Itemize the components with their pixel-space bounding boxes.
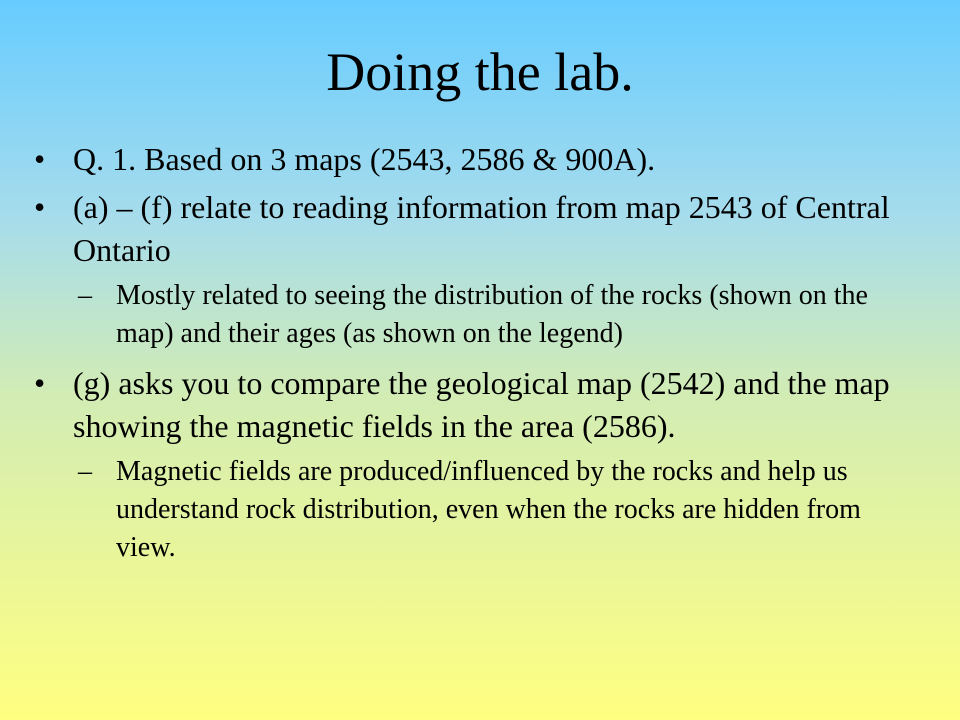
slide-body (0, 138, 960, 576)
bullet-icon: • (34, 141, 46, 177)
bullet-icon: • (34, 365, 46, 401)
bullet-item (0, 186, 960, 272)
bullet-text: Q. 1. Based on 3 maps (2543, 2586 & 900A). (73, 141, 656, 177)
sub-bullet-text: Magnetic fields are produced/influenced by the rocks and help us understand rock distribution, even when the rocks are hidden from view. (116, 456, 861, 563)
sub-bullet-item (0, 453, 960, 567)
bullet-icon: • (34, 189, 46, 225)
dash-icon: – (78, 280, 92, 311)
sub-bullet-item (0, 277, 960, 353)
dash-icon: – (78, 456, 92, 487)
slide-title: Doing the lab. (326, 42, 634, 102)
bullet-item (0, 138, 960, 181)
bullet-text: (a) – (f) relate to reading information from map 2543 of Central Ontario (73, 189, 890, 268)
sub-bullet-text: Mostly related to seeing the distribution of the rocks (shown on the map) and their ages (as shown on the legend) (116, 280, 868, 349)
bullet-text: (g) asks you to compare the geological map (2542) and the map showing the magnetic fields in the area (2586). (73, 365, 890, 444)
bullet-item (0, 362, 960, 448)
